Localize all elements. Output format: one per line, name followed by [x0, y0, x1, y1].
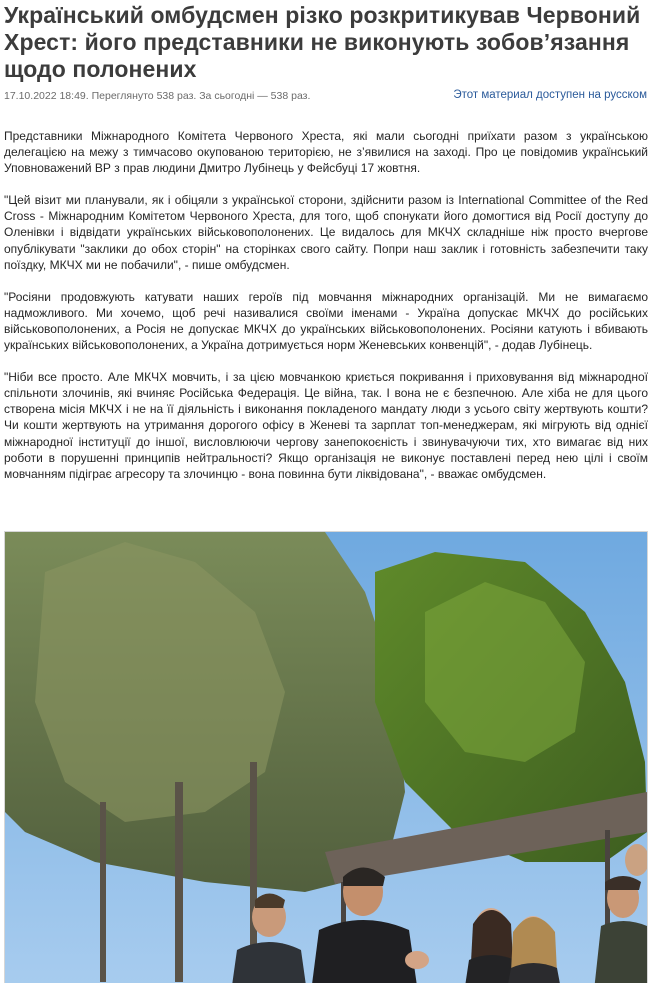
article-photo[interactable]	[4, 531, 648, 983]
article-meta	[4, 90, 310, 102]
photo-illustration	[5, 532, 647, 983]
article-paragraph: Представники Міжнародного Комітета Червоного Хреста, які мали сьогодні приїхати разом з українською делегацією на межу з тимчасово окупованою територією, не з’явилися на заході. Про це повідомив український Уповноважений ВР з прав людини Дмитро Лубінець у Фейсбуці 17 жовтня.	[4, 129, 648, 176]
article-paragraph: "Росіяни продовжують катувати наших героїв під мовчання міжнародних організацій. Ми не вимагаємо надможливого. Ми хочемо, щоб речі називалися своїми іменами - Україна допускає МКЧХ до російських військовополонених, а Росія не допускає МКЧХ до українських військовополонених. Росіяни катують і вбивають українських військовополонених, а Україна дотримується норм Женевських конвенцій", - додав Лубінець.	[4, 289, 648, 353]
views-count: Переглянуто 538 раз.	[91, 90, 197, 102]
russian-version-link[interactable]: Этот материал доступен на русском	[453, 89, 647, 101]
article-body	[4, 128, 648, 498]
article-paragraph: "Ніби все просто. Але МКЧХ мовчить, і за цією мовчанкою криється покривання і приховування від міжнародної спільноти злочинів, які вчиняє Російська Федерація. Це війна, так. І вона не є безпечною. Але хіба не для цього створена місія МКЧХ і не на її діяльність і виконання покладеного мандату люди з усього світу жертвують кошти? Чи кошти жертвують на утримання дорогого офісу в Женеві та зарплат топ-менеджерам, які мігрують від однієї міжнародної інституції до іншої, висловлюючи чергову занепокоєність і звинувачуючи тих, хто вимагає від них роботи в порушенні принципів нейтральності? Якщо організація не виконує поставлені перед нею цілі і своїм мовчанням підіграє агресору та злочинцю - вона повинна бути ліквідована", - вважає омбудсмен.	[4, 370, 648, 481]
article-title: Український омбудсмен різко розкритикував Червоний Хрест: його представники не виконують зобов’язання щодо полонених	[4, 2, 641, 82]
article-paragraph: "Цей візит ми планували, як і обіцяли з української сторони, здійснити разом із International Committee of the Red Cross - Міжнародним Комітетом Червоного Хреста, для того, щоб спонукати його домогтися від Росії доступу до Оленівки і відвідати українських військовополонених. Це видалось для МКЧХ складніше ніж просто вчергове опублікувати "заклики до обох сторін" на сторінках свого сайту. Попри наш заклик і готовність забезпечити таку поїздку, МКЧХ ми не побачили", - пише омбудсмен.	[4, 193, 648, 272]
views-today: За сьогодні — 538 раз.	[199, 90, 311, 102]
article-date: 17.10.2022 18:49.	[4, 90, 89, 102]
